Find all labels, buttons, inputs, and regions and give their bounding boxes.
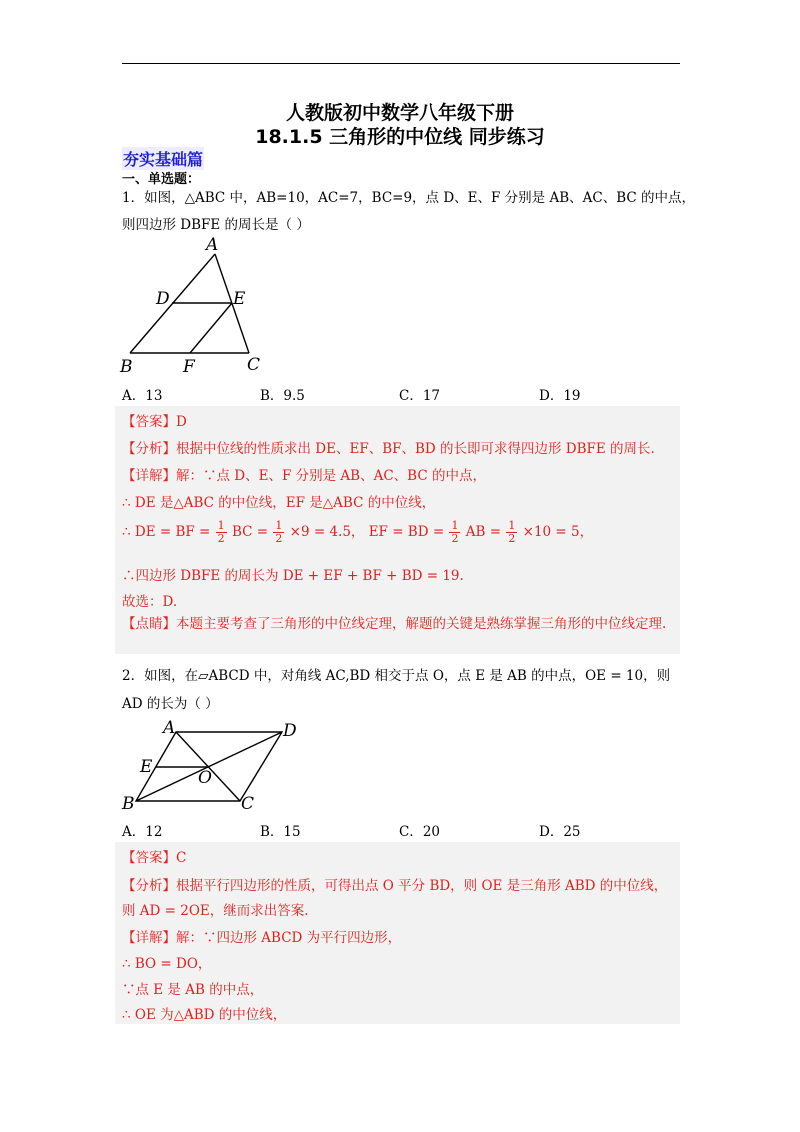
q1-choose: 故选：D. [122, 594, 178, 610]
q2-label-d: D [283, 721, 297, 741]
q1-analysis: 【分析】根据中位线的性质求出 DE、EF、BF、BD 的长即可求得四边形 DBFE 的周长. [122, 441, 655, 457]
q1-stem-line2: 则四边形 DBFE 的周长是（ ） [122, 217, 310, 233]
q2-label-b: B [122, 794, 135, 814]
q2-label-e: E [140, 757, 153, 777]
q2-label-o: O [198, 768, 212, 788]
page-title: 人教版初中数学八年级下册 [285, 102, 514, 124]
q2-solution-box [115, 842, 680, 1024]
q1-answer: 【答案】D [122, 414, 187, 430]
q1-step2: ∴ DE = BF = $\frac{1}{2}$ BC = $\frac{1}{2}$ ×9 = 4.5， EF = BD = $\frac{1}{2}$ AB = $\frac{1}{2}$ ×10 = 5， [122, 519, 594, 545]
q2-analysis-line2: 则 AD = 2OE，继而求出答案. [122, 903, 309, 919]
q1-stem-line1: 1．如图，△ABC 中，AB=10，AC=7，BC=9，点 D、E、F 分别是 AB、AC、BC 的中点， [122, 190, 696, 206]
q1-fraction-half: $\frac{1}{2}$ [508, 519, 516, 545]
q1-fraction-half: $\frac{1}{2}$ [275, 519, 283, 545]
q2-option-a[interactable]: A．12 [122, 824, 163, 840]
q1-fraction-half: $\frac{1}{2}$ [217, 519, 225, 545]
top-rule [122, 63, 680, 64]
q1-label-e: E [233, 289, 246, 309]
q2-label-c: C [241, 794, 255, 814]
q1-option-b[interactable]: B．9.5 [260, 388, 305, 404]
q2-step3: ∴ OE 为△ABD 的中位线， [122, 1007, 287, 1023]
q2-answer: 【答案】C [122, 850, 187, 866]
page-subtitle: 18.1.5 三角形的中位线 同步练习 [255, 126, 545, 148]
q1-label-d: D [156, 289, 170, 309]
q1-detail: 【详解】解：∵点 D、E、F 分别是 AB、AC、BC 的中点， [122, 468, 486, 484]
q1-triangle-figure [116, 232, 276, 378]
q1-step3: ∴四边形 DBFE 的周长为 DE + EF + BF + BD = 19. [122, 568, 464, 584]
q2-option-c[interactable]: C．20 [399, 824, 441, 840]
q1-comment: 【点睛】本题主要考查了三角形的中位线定理，解题的关键是熟练掌握三角形的中位线定理. [122, 616, 667, 632]
q1-label-f: F [183, 357, 195, 377]
q1-option-d[interactable]: D．19 [539, 388, 581, 404]
q2-stem-line2: AD 的长为（ ） [122, 696, 219, 712]
section-title: 夯实基础篇 [122, 147, 204, 170]
q2-option-d[interactable]: D．25 [539, 824, 581, 840]
q2-option-b[interactable]: B．15 [260, 824, 301, 840]
q2-detail: 【详解】解：∵四边形 ABCD 为平行四边形， [122, 930, 402, 946]
subsection-title: 一、单选题： [122, 172, 201, 187]
q1-label-b: B [120, 357, 133, 377]
q1-label-a: A [206, 235, 219, 255]
q2-step1: ∴ BO = DO， [122, 956, 212, 972]
q2-parallelogram-figure [116, 716, 306, 816]
q1-fraction-half: $\frac{1}{2}$ [451, 519, 459, 545]
q2-label-a: A [163, 718, 176, 738]
q2-analysis-line1: 【分析】根据平行四边形的性质，可得出点 O 平分 BD，则 OE 是三角形 ABD 的中位线， [122, 878, 668, 894]
q1-option-c[interactable]: C．17 [399, 388, 441, 404]
q1-solution-box [115, 406, 680, 654]
q1-label-c: C [247, 355, 261, 375]
q1-option-a[interactable]: A．13 [122, 388, 163, 404]
q1-step1: ∴ DE 是△ABC 的中位线，EF 是△ABC 的中位线， [122, 495, 436, 511]
q1-segment-ef [190, 303, 232, 353]
q2-stem-line1: 2．如图，在▱ABCD 中，对角线 AC,BD 相交于点 O，点 E 是 AB 的中点，OE = 10，则 [122, 668, 671, 684]
q2-step2: ∵点 E 是 AB 的中点， [122, 982, 264, 998]
